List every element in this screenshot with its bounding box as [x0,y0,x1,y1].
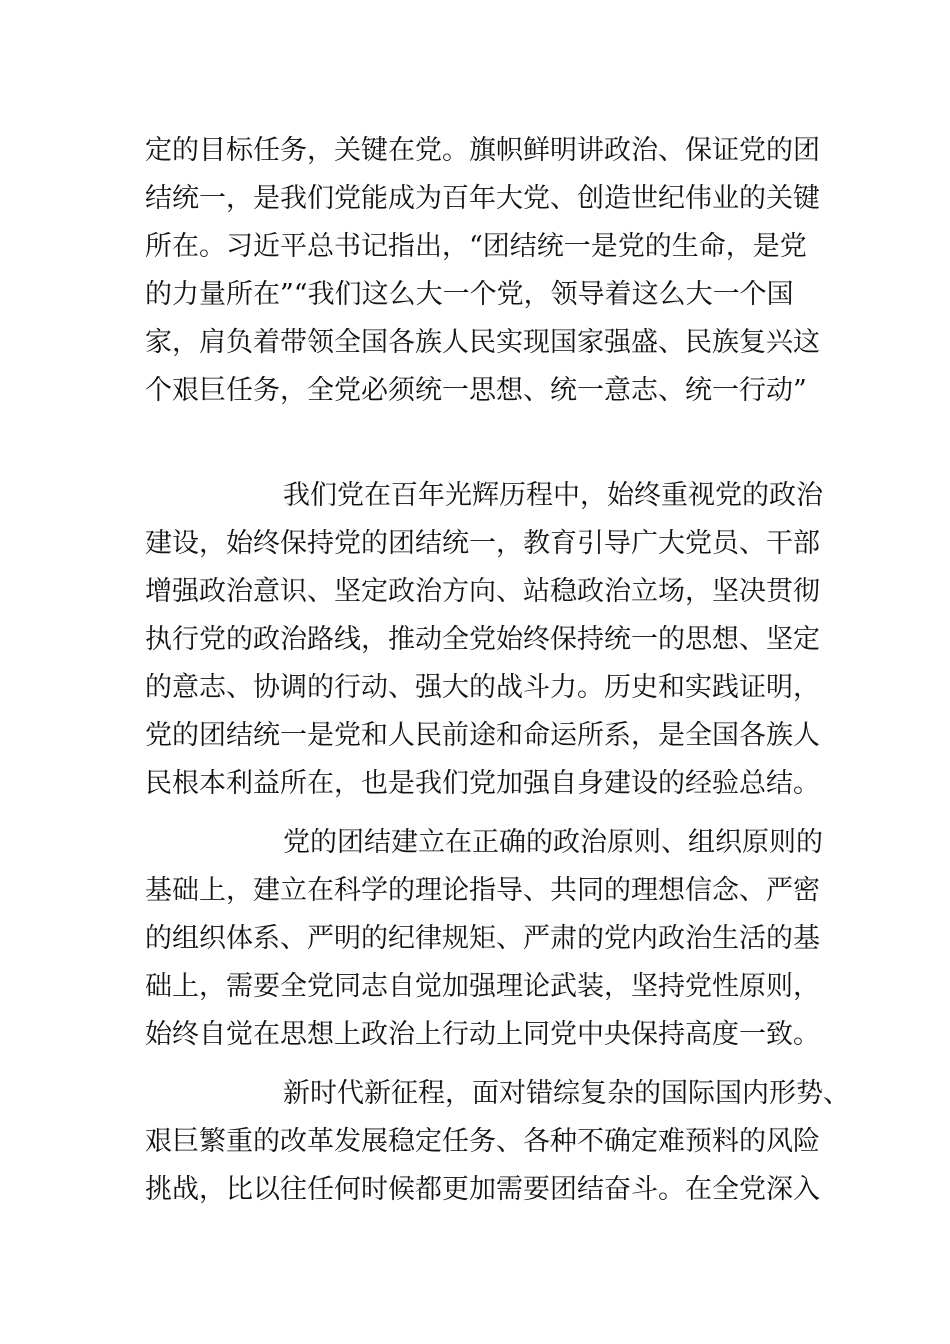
text-line: 础上，需要全党同志自觉加强理论武装，坚持党性原则， [145,971,820,1002]
text-line: 的力量所在”“我们这么大一个党，领导着这么大一个国 [145,279,794,310]
text-line: 增强政治意识、坚定政治方向、站稳政治立场，坚决贯彻 [145,576,820,607]
text-line: 结统一，是我们党能成为百年大党、创造世纪伟业的关键 [145,183,820,214]
text-line: 个艰巨任务，全党必须统一思想、统一意志、统一行动” [145,375,807,406]
text-line: 挑战，比以往任何时候都更加需要团结奋斗。在全党深入 [145,1174,820,1205]
paragraph-first-line: 新时代新征程，面对错综复杂的国际国内形势、 [283,1078,850,1109]
text-line: 的组织体系、严明的纪律规矩、严肃的党内政治生活的基 [145,923,820,954]
paragraph-first-line: 党的团结建立在正确的政治原则、组织原则的 [283,827,823,858]
text-line: 民根本利益所在，也是我们党加强自身建设的经验总结。 [145,768,820,799]
text-line: 执行党的政治路线，推动全党始终保持统一的思想、坚定 [145,624,820,655]
text-line: 艰巨繁重的改革发展稳定任务、各种不确定难预料的风险 [145,1126,820,1157]
text-line: 党的团结统一是党和人民前途和命运所系，是全国各族人 [145,720,820,751]
text-line: 建设，始终保持党的团结统一，教育引导广大党员、干部 [145,528,820,559]
text-line: 基础上，建立在科学的理论指导、共同的理想信念、严密 [145,875,820,906]
paragraph-first-line: 我们党在百年光辉历程中，始终重视党的政治 [283,480,823,511]
text-line: 的意志、协调的行动、强大的战斗力。历史和实践证明， [145,672,820,703]
text-line: 所在。习近平总书记指出，“团结统一是党的生命，是党 [145,231,807,262]
text-line: 家，肩负着带领全国各族人民实现国家强盛、民族复兴这 [145,327,820,358]
text-line: 定的目标任务，关键在党。旗帜鲜明讲政治、保证党的团 [145,135,820,166]
text-line: 始终自觉在思想上政治上行动上同党中央保持高度一致。 [145,1019,820,1050]
